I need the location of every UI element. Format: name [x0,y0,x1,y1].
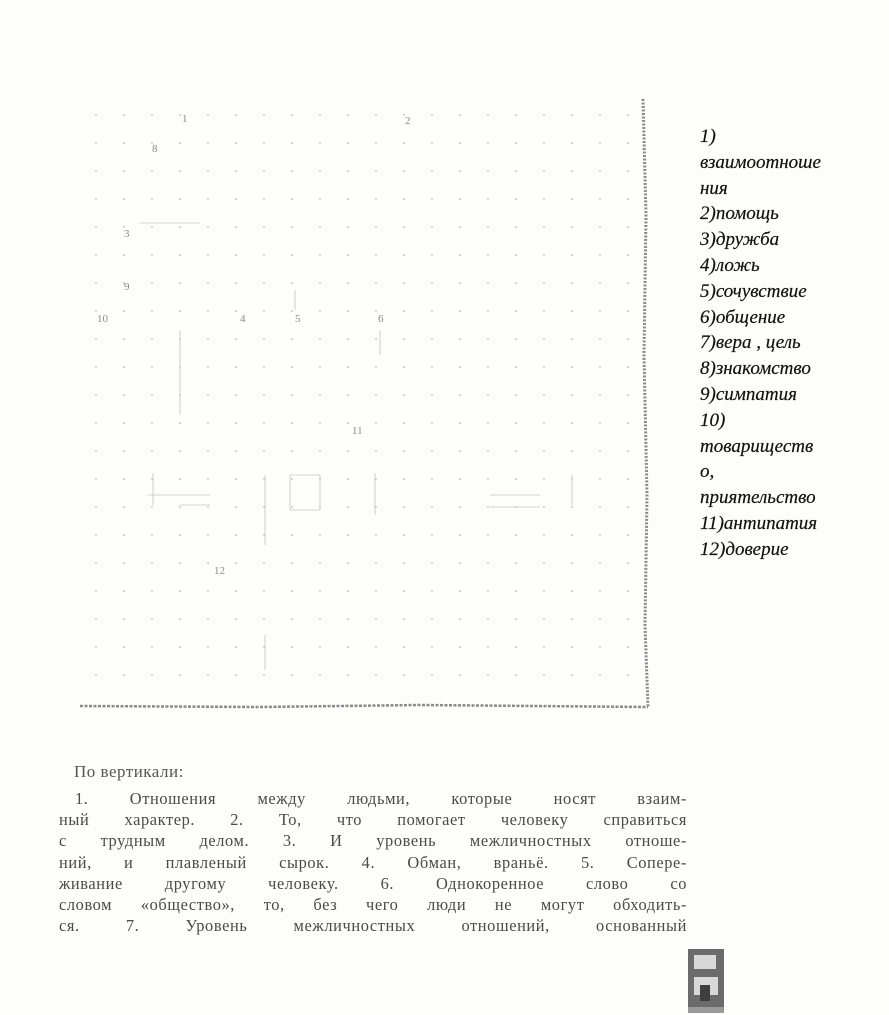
answer-line: 6)общение [700,306,786,328]
clue-line: с трудным делом. 3. И уровень межличностных отноше- [59,831,687,851]
clue-number-9: 9 [124,281,130,293]
clue-number-1: 1 [182,113,188,125]
clue-line: ся. 7. Уровень межличностных отношений, основанный [59,916,687,936]
clue-number-5: 5 [295,313,301,325]
clue-number-2: 2 [405,115,411,127]
answer-line: приятельство [700,487,816,509]
answer-line: 11)антипатия [700,512,818,534]
answer-line: 7)вера , цель [700,332,801,354]
answer-line: 4)ложь [700,254,760,276]
answer-line: 10) [700,409,726,431]
answer-line: о, [700,461,715,483]
clue-line: ний, и плавленый сырок. 4. Обман, враньё. 5. Сопере- [59,852,687,872]
answer-line: 12)доверие [700,538,789,560]
clues-heading: По вертикали: [74,762,184,781]
clue-line: живание другому человеку. 6. Однокоренное слово со [59,873,687,893]
answer-line: товариществ [700,435,814,457]
clue-number-11: 11 [352,425,363,437]
grid-border-right [643,99,648,707]
clue-number-6: 6 [378,313,384,325]
crossword-board [60,95,660,715]
clue-line: ный характер. 2. То, что помогает человеку справиться [59,810,687,830]
clues-text [59,788,687,936]
answer-line: 1) [700,126,716,147]
answers-list [700,124,880,563]
clue-line: 1. Отношения между людьми, которые носят взаим- [75,789,687,808]
page-corner-logo [686,945,728,1015]
answer-line: 2)помощь [700,203,779,225]
clue-number-10: 10 [97,313,108,325]
crossword-grid [60,95,660,715]
clue-number-3: 3 [124,228,130,240]
clue-number-12: 12 [214,565,225,577]
answer-line: взаимоотноше [700,151,821,173]
grid-border-bottom [80,705,648,707]
clue-number-4: 4 [240,313,246,325]
answer-line: 5)сочувствие [700,280,807,302]
clue-line: словом «общество», то, без чего люди не могут обходить- [59,895,687,915]
answer-line: 3)дружба [700,229,780,251]
answer-line: ния [700,177,728,199]
grid-dots [95,114,629,676]
answer-line: 8)знакомство [700,358,811,380]
answer-line: 9)симпатия [700,383,797,405]
clue-number-8: 8 [152,143,158,155]
